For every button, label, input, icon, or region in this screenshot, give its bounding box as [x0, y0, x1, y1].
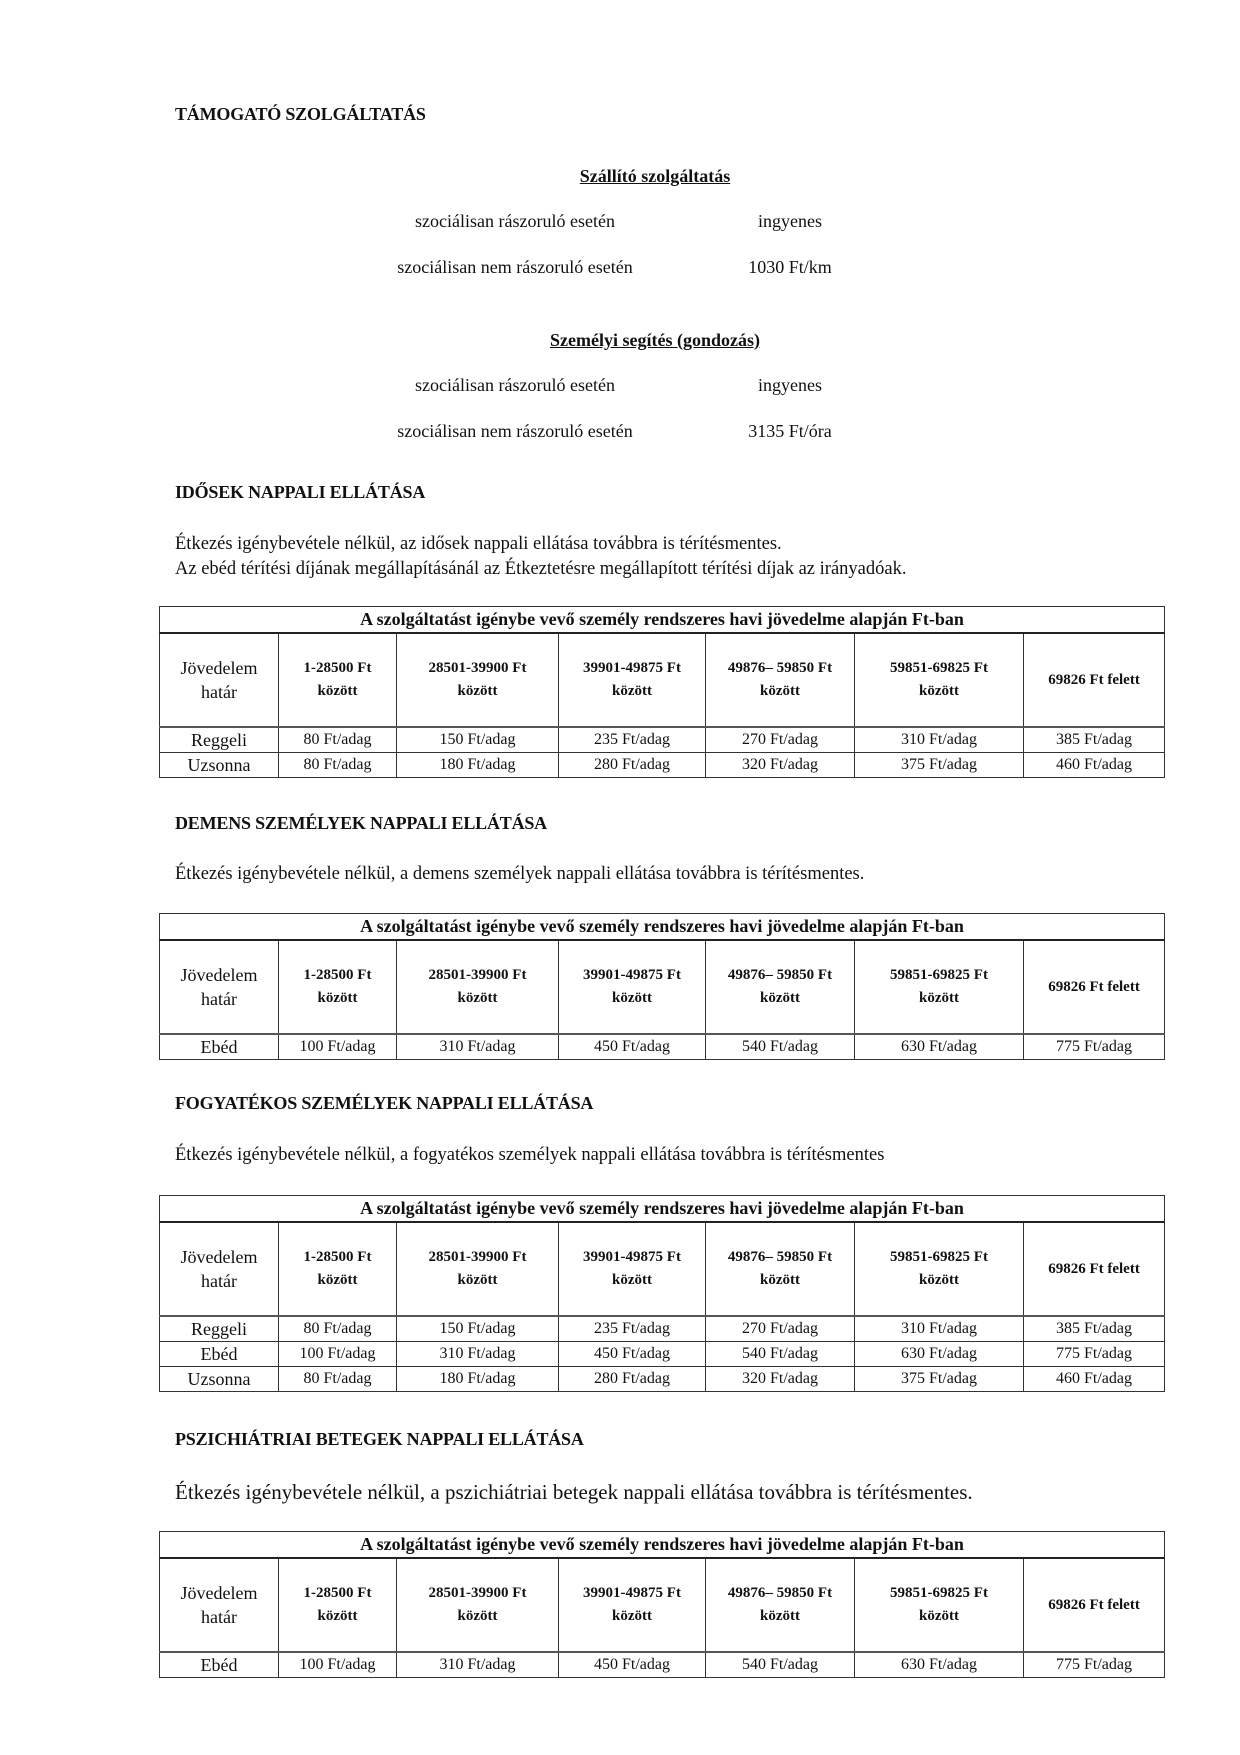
transport-needy-value: ingyenes: [758, 211, 822, 231]
fee-cell: 630 Ft/adag: [855, 1652, 1024, 1678]
fee-cell: 460 Ft/adag: [1024, 1367, 1165, 1392]
disabled-fee-table: [159, 1195, 1165, 1392]
fee-cell: 375 Ft/adag: [855, 1367, 1024, 1392]
row-label: Uzsonna: [160, 1367, 279, 1392]
fee-cell: 150 Ft/adag: [397, 1316, 559, 1342]
bracket-5: 59851-69825 Ft között: [855, 1222, 1024, 1316]
row-label: Ebéd: [160, 1034, 279, 1060]
bracket-6: 69826 Ft felett: [1024, 1222, 1165, 1316]
psychiatric-day-care-heading: PSZICHIÁTRIAI BETEGEK NAPPALI ELLÁTÁSA: [175, 1429, 584, 1449]
elderly-fee-table: [159, 606, 1165, 778]
fee-cell: 375 Ft/adag: [855, 753, 1024, 778]
dementia-note: Étkezés igénybevétele nélkül, a demens személyek nappali ellátása továbbra is térítésmentes.: [175, 864, 865, 884]
fee-cell: 540 Ft/adag: [706, 1652, 855, 1678]
bracket-3: 39901-49875 Ft között: [559, 1222, 706, 1316]
bracket-2: 28501-39900 Ft között: [397, 1222, 559, 1316]
psychiatric-note: Étkezés igénybevétele nélkül, a pszichiátriai betegek nappali ellátása továbbra is térítésmentes.: [175, 1480, 973, 1504]
fee-cell: 235 Ft/adag: [559, 727, 706, 753]
table-title: A szolgáltatást igénybe vevő személy rendszeres havi jövedelme alapján Ft-ban: [160, 1196, 1165, 1223]
table-row-snack: [160, 1367, 1165, 1392]
elderly-note-1: Étkezés igénybevétele nélkül, az idősek nappali ellátása továbbra is térítésmentes.: [175, 534, 782, 554]
row-label: Ebéd: [160, 1342, 279, 1367]
bracket-5: 59851-69825 Ft között: [855, 1558, 1024, 1652]
income-limit-label: Jövedelem határ: [160, 940, 279, 1034]
table-title: A szolgáltatást igénybe vevő személy rendszeres havi jövedelme alapján Ft-ban: [160, 1532, 1165, 1559]
transport-service-title: Szállító szolgáltatás: [579, 166, 731, 186]
bracket-2: 28501-39900 Ft között: [397, 633, 559, 727]
bracket-5: 59851-69825 Ft között: [855, 633, 1024, 727]
fee-cell: 385 Ft/adag: [1024, 1316, 1165, 1342]
bracket-1: 1-28500 Ft között: [279, 940, 397, 1034]
bracket-5: 59851-69825 Ft között: [855, 940, 1024, 1034]
fee-cell: 80 Ft/adag: [279, 1316, 397, 1342]
fee-cell: 235 Ft/adag: [559, 1316, 706, 1342]
table-row-breakfast: [160, 727, 1165, 753]
fee-cell: 270 Ft/adag: [706, 727, 855, 753]
bracket-6: 69826 Ft felett: [1024, 1558, 1165, 1652]
fee-cell: 80 Ft/adag: [279, 753, 397, 778]
bracket-4: 49876– 59850 Ft között: [706, 1558, 855, 1652]
transport-not-needy-label: szociálisan nem rászoruló esetén: [397, 257, 633, 277]
table-row-breakfast: [160, 1316, 1165, 1342]
psychiatric-fee-table: [159, 1531, 1165, 1678]
fee-cell: 310 Ft/adag: [397, 1652, 559, 1678]
fee-cell: 270 Ft/adag: [706, 1316, 855, 1342]
row-label: Reggeli: [160, 727, 279, 753]
personal-help-title: Személyi segítés (gondozás): [550, 330, 760, 350]
fee-cell: 280 Ft/adag: [559, 753, 706, 778]
fee-cell: 385 Ft/adag: [1024, 727, 1165, 753]
income-limit-label: Jövedelem határ: [160, 1222, 279, 1316]
fee-cell: 450 Ft/adag: [559, 1034, 706, 1060]
table-row-lunch: [160, 1034, 1165, 1060]
fee-cell: 630 Ft/adag: [855, 1034, 1024, 1060]
disabled-note: Étkezés igénybevétele nélkül, a fogyatékos személyek nappali ellátása továbbra is térítésmentes: [175, 1145, 885, 1165]
fee-cell: 775 Ft/adag: [1024, 1034, 1165, 1060]
bracket-6: 69826 Ft felett: [1024, 633, 1165, 727]
dementia-day-care-heading: DEMENS SZEMÉLYEK NAPPALI ELLÁTÁSA: [175, 813, 547, 833]
fee-cell: 775 Ft/adag: [1024, 1652, 1165, 1678]
fee-cell: 100 Ft/adag: [279, 1652, 397, 1678]
row-label: Ebéd: [160, 1652, 279, 1678]
income-bracket-row: [160, 1558, 1165, 1652]
bracket-1: 1-28500 Ft között: [279, 1558, 397, 1652]
fee-cell: 460 Ft/adag: [1024, 753, 1165, 778]
bracket-4: 49876– 59850 Ft között: [706, 1222, 855, 1316]
fee-cell: 180 Ft/adag: [397, 1367, 559, 1392]
bracket-4: 49876– 59850 Ft között: [706, 633, 855, 727]
fee-cell: 540 Ft/adag: [706, 1342, 855, 1367]
row-label: Uzsonna: [160, 753, 279, 778]
bracket-3: 39901-49875 Ft között: [559, 940, 706, 1034]
fee-cell: 310 Ft/adag: [397, 1034, 559, 1060]
table-title: A szolgáltatást igénybe vevő személy rendszeres havi jövedelme alapján Ft-ban: [160, 607, 1165, 634]
elderly-day-care-heading: IDŐSEK NAPPALI ELLÁTÁSA: [175, 482, 426, 502]
fee-cell: 310 Ft/adag: [855, 1316, 1024, 1342]
support-services-heading: TÁMOGATÓ SZOLGÁLTATÁS: [175, 104, 426, 124]
fee-cell: 150 Ft/adag: [397, 727, 559, 753]
income-bracket-row: [160, 1222, 1165, 1316]
fee-cell: 80 Ft/adag: [279, 1367, 397, 1392]
table-title: A szolgáltatást igénybe vevő személy rendszeres havi jövedelme alapján Ft-ban: [160, 914, 1165, 941]
fee-cell: 630 Ft/adag: [855, 1342, 1024, 1367]
bracket-3: 39901-49875 Ft között: [559, 633, 706, 727]
personal-help-not-needy-label: szociálisan nem rászoruló esetén: [397, 421, 633, 441]
bracket-1: 1-28500 Ft között: [279, 1222, 397, 1316]
fee-cell: 320 Ft/adag: [706, 1367, 855, 1392]
fee-cell: 450 Ft/adag: [559, 1342, 706, 1367]
bracket-2: 28501-39900 Ft között: [397, 1558, 559, 1652]
bracket-2: 28501-39900 Ft között: [397, 940, 559, 1034]
bracket-1: 1-28500 Ft között: [279, 633, 397, 727]
table-row-lunch: [160, 1342, 1165, 1367]
income-limit-label: Jövedelem határ: [160, 633, 279, 727]
row-label: Reggeli: [160, 1316, 279, 1342]
fee-cell: 320 Ft/adag: [706, 753, 855, 778]
dementia-fee-table: [159, 913, 1165, 1060]
bracket-3: 39901-49875 Ft között: [559, 1558, 706, 1652]
disabled-day-care-heading: FOGYATÉKOS SZEMÉLYEK NAPPALI ELLÁTÁSA: [175, 1093, 594, 1113]
personal-help-needy-label: szociálisan rászoruló esetén: [415, 375, 615, 395]
table-row-snack: [160, 753, 1165, 778]
transport-not-needy-value: 1030 Ft/km: [748, 257, 832, 277]
fee-cell: 310 Ft/adag: [855, 727, 1024, 753]
fee-cell: 310 Ft/adag: [397, 1342, 559, 1367]
fee-cell: 450 Ft/adag: [559, 1652, 706, 1678]
income-limit-label: Jövedelem határ: [160, 1558, 279, 1652]
bracket-4: 49876– 59850 Ft között: [706, 940, 855, 1034]
personal-help-needy-value: ingyenes: [758, 375, 822, 395]
fee-cell: 775 Ft/adag: [1024, 1342, 1165, 1367]
fee-cell: 540 Ft/adag: [706, 1034, 855, 1060]
fee-cell: 100 Ft/adag: [279, 1342, 397, 1367]
transport-needy-label: szociálisan rászoruló esetén: [415, 211, 615, 231]
elderly-note-2: Az ebéd térítési díjának megállapításánál az Étkeztetésre megállapított térítési díjak az irányadóak.: [175, 559, 907, 579]
income-bracket-row: [160, 633, 1165, 727]
bracket-6: 69826 Ft felett: [1024, 940, 1165, 1034]
income-bracket-row: [160, 940, 1165, 1034]
fee-cell: 100 Ft/adag: [279, 1034, 397, 1060]
fee-cell: 180 Ft/adag: [397, 753, 559, 778]
table-row-lunch: [160, 1652, 1165, 1678]
fee-cell: 80 Ft/adag: [279, 727, 397, 753]
personal-help-not-needy-value: 3135 Ft/óra: [748, 421, 832, 441]
fee-cell: 280 Ft/adag: [559, 1367, 706, 1392]
